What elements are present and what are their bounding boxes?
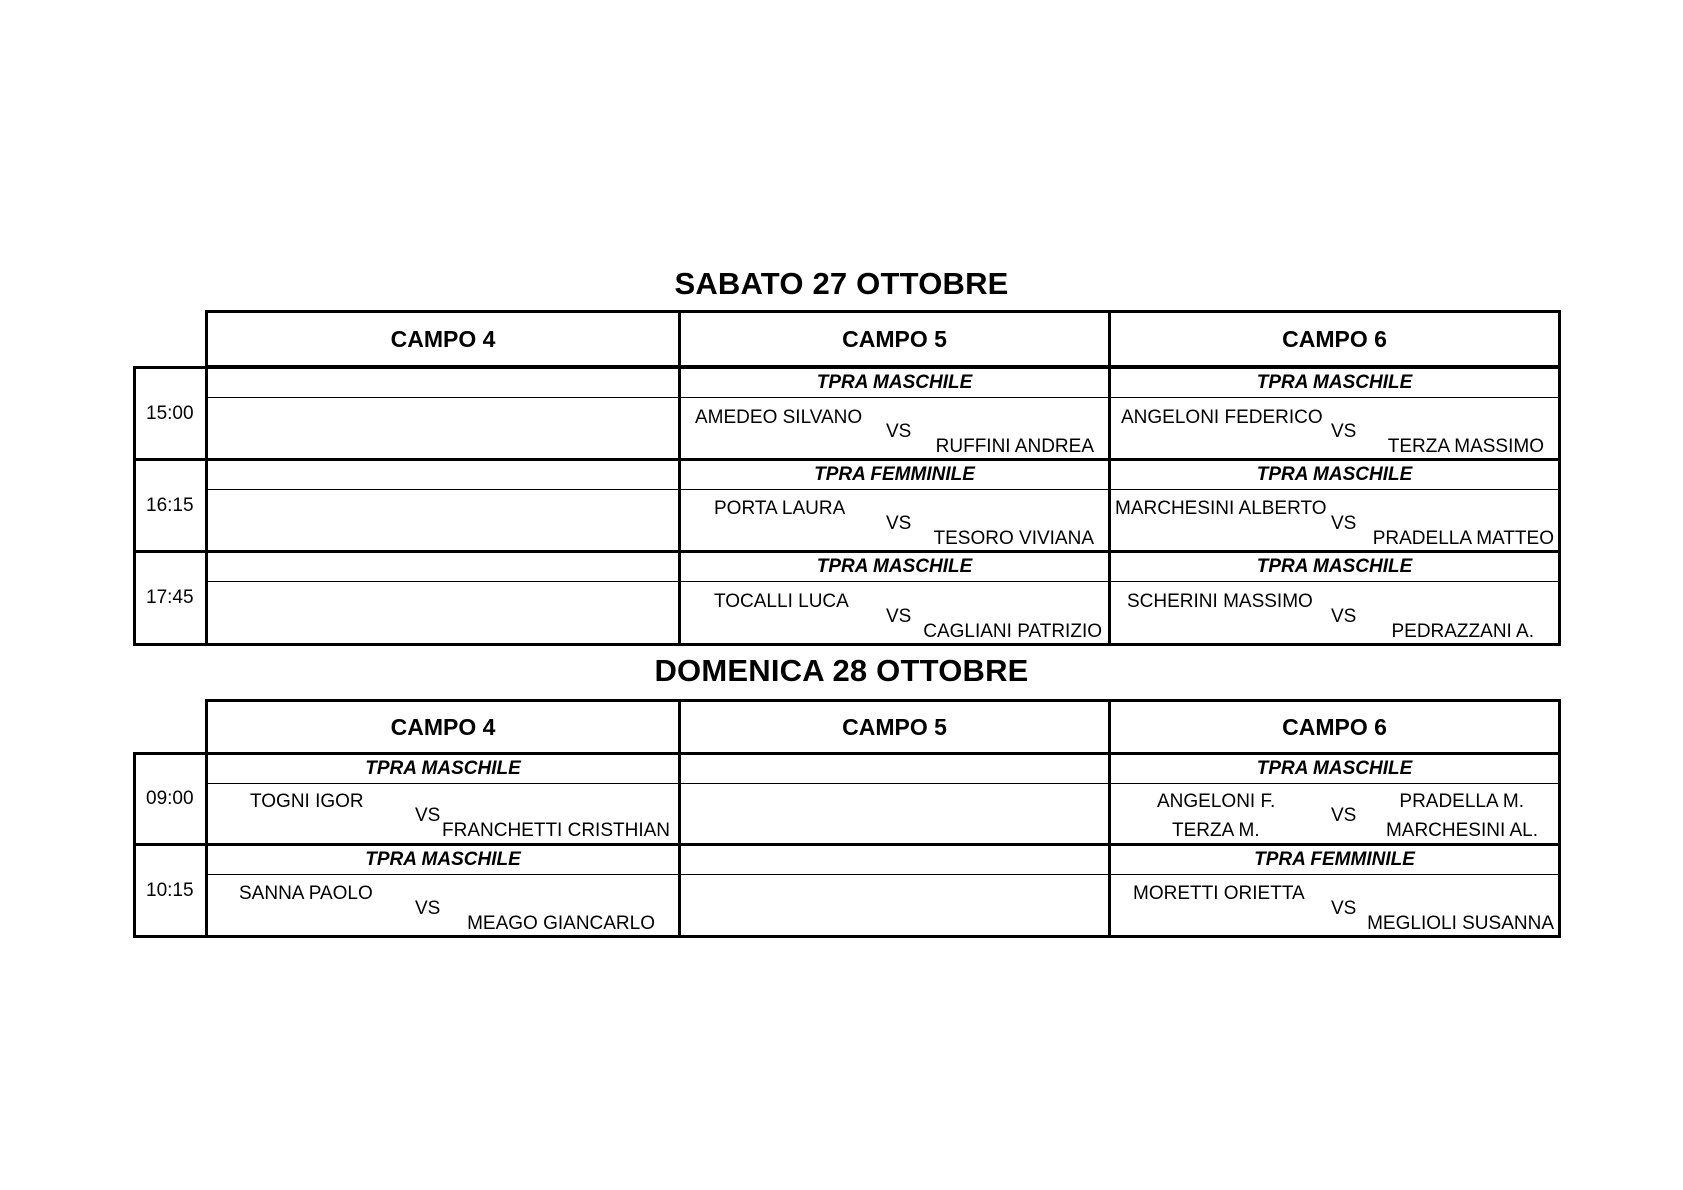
time-slot-0900: 09:00 [133, 752, 208, 846]
category-label [681, 755, 1108, 784]
header-campo-5: CAMPO 5 [678, 699, 1111, 755]
player-1: TOGNI IGOR [250, 791, 364, 812]
time-slot-1500: 15:00 [133, 366, 208, 461]
category-label: TPRA MASCHILE [208, 755, 678, 784]
vs-label: VS [415, 898, 441, 919]
day-title-saturday: SABATO 27 OTTOBRE [674, 266, 1009, 301]
header-campo-4: CAMPO 4 [205, 310, 681, 368]
header-campo-6: CAMPO 6 [1108, 310, 1561, 368]
vs-label: VS [1331, 606, 1357, 627]
header-campo-4: CAMPO 4 [205, 699, 681, 755]
match-cell-campo4-1615 [205, 458, 681, 553]
team-2-player-a: PRADELLA M. [1399, 791, 1524, 812]
match-cell-campo4-1745 [205, 550, 681, 646]
match-cell-campo5-1500 [678, 366, 1111, 461]
match-cell-campo6-1500 [1108, 366, 1561, 461]
category-label: TPRA MASCHILE [208, 846, 678, 875]
match-cell-campo6-1745 [1108, 550, 1561, 646]
match-cell-campo4-1015 [205, 843, 681, 938]
time-slot-1745: 17:45 [133, 550, 208, 646]
vs-label: VS [886, 513, 912, 534]
player-2: FRANCHETTI CRISTHIAN [442, 820, 670, 841]
player-1: SCHERINI MASSIMO [1127, 591, 1313, 612]
category-label: TPRA MASCHILE [681, 369, 1108, 398]
player-1: MARCHESINI ALBERTO [1115, 498, 1327, 519]
match-cell-campo5-1745 [678, 550, 1111, 646]
player-1: PORTA LAURA [714, 498, 846, 519]
category-label: TPRA MASCHILE [1111, 369, 1558, 398]
category-label: TPRA FEMMINILE [681, 461, 1108, 490]
category-label: TPRA FEMMINILE [1111, 846, 1558, 875]
vs-label: VS [886, 606, 912, 627]
time-slot-1015: 10:15 [133, 843, 208, 938]
vs-label: VS [1331, 805, 1357, 826]
player-2: TERZA MASSIMO [1387, 436, 1544, 457]
match-cell-campo6-1015 [1108, 843, 1561, 938]
player-2: PEDRAZZANI A. [1391, 621, 1534, 642]
category-label: TPRA MASCHILE [1111, 755, 1558, 784]
match-cell-campo5-1615 [678, 458, 1111, 553]
category-label [681, 846, 1108, 875]
player-2: MEAGO GIANCARLO [467, 913, 655, 934]
match-cell-campo6-0900 [1108, 752, 1561, 846]
player-2: RUFFINI ANDREA [935, 436, 1094, 457]
vs-label: VS [1331, 421, 1357, 442]
player-1: TOCALLI LUCA [714, 591, 849, 612]
header-campo-6: CAMPO 6 [1108, 699, 1561, 755]
team-1-player-a: ANGELONI F. [1157, 791, 1276, 812]
vs-label: VS [1331, 513, 1357, 534]
player-2: PRADELLA MATTEO [1372, 528, 1554, 549]
player-1: AMEDEO SILVANO [695, 407, 863, 428]
match-cell-campo5-1015 [678, 843, 1111, 938]
category-label: TPRA MASCHILE [1111, 553, 1558, 582]
time-slot-1615: 16:15 [133, 458, 208, 553]
player-1: SANNA PAOLO [239, 883, 373, 904]
team-1-player-b: TERZA M. [1172, 820, 1260, 841]
category-label: TPRA MASCHILE [1111, 461, 1558, 490]
player-2: CAGLIANI PATRIZIO [923, 621, 1102, 642]
category-label [208, 461, 678, 490]
vs-label: VS [1331, 898, 1357, 919]
match-cell-campo4-1500 [205, 366, 681, 461]
player-1: ANGELONI FEDERICO [1121, 407, 1323, 428]
player-2: TESORO VIVIANA [933, 528, 1094, 549]
day-title-sunday: DOMENICA 28 OTTOBRE [654, 653, 1029, 688]
header-campo-5: CAMPO 5 [678, 310, 1111, 368]
category-label: TPRA MASCHILE [681, 553, 1108, 582]
player-2: MEGLIOLI SUSANNA [1367, 913, 1554, 934]
match-cell-campo4-0900 [205, 752, 681, 846]
category-label [208, 369, 678, 398]
player-1: MORETTI ORIETTA [1133, 883, 1305, 904]
match-cell-campo6-1615 [1108, 458, 1561, 553]
match-cell-campo5-0900 [678, 752, 1111, 846]
team-2-player-b: MARCHESINI AL. [1385, 820, 1538, 841]
category-label [208, 553, 678, 582]
vs-label: VS [415, 805, 441, 826]
vs-label: VS [886, 421, 912, 442]
